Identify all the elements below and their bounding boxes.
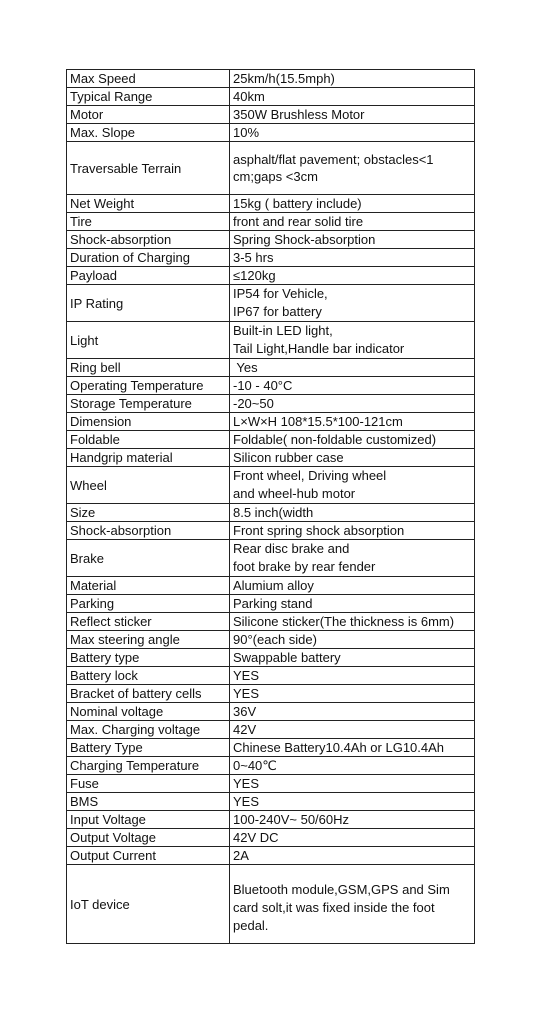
- spec-label: Battery lock: [67, 667, 230, 685]
- table-row: [67, 540, 475, 577]
- spec-value-line: Bluetooth module,GSM,GPS and Sim: [233, 882, 450, 897]
- spec-value: -20~50: [230, 395, 475, 413]
- spec-value: Spring Shock-absorption: [230, 231, 475, 249]
- spec-value-line: Front wheel, Driving wheel: [233, 468, 387, 483]
- spec-label: Traversable Terrain: [67, 142, 230, 195]
- table-row: [67, 106, 475, 124]
- spec-value: front and rear solid tire: [230, 213, 475, 231]
- table-row: [67, 267, 475, 285]
- table-row: [67, 195, 475, 213]
- spec-label: Net Weight: [67, 195, 230, 213]
- spec-label: Handgrip material: [67, 449, 230, 467]
- spec-label: Reflect sticker: [67, 613, 230, 631]
- spec-label: Size: [67, 504, 230, 522]
- table-row: [67, 577, 475, 595]
- spec-value: [230, 322, 475, 359]
- spec-value: Yes: [230, 359, 475, 377]
- spec-label: Max. Charging voltage: [67, 721, 230, 739]
- table-row: [67, 865, 475, 944]
- spec-value: asphalt/flat pavement; obstacles<1 cm;gaps <3cm: [230, 142, 475, 195]
- spec-value: YES: [230, 793, 475, 811]
- table-row: [67, 70, 475, 88]
- spec-value: [230, 865, 475, 944]
- spec-label: Typical Range: [67, 88, 230, 106]
- spec-value-line: card solt,it was fixed inside the foot: [233, 900, 435, 915]
- table-row: [67, 377, 475, 395]
- spec-value: 0~40℃: [230, 757, 475, 775]
- spec-label: Output Current: [67, 847, 230, 865]
- spec-value-line: foot brake by rear fender: [233, 559, 376, 574]
- spec-value: 42V DC: [230, 829, 475, 847]
- spec-value: ≤120kg: [230, 267, 475, 285]
- table-row: [67, 522, 475, 540]
- table-row: [67, 739, 475, 757]
- table-row: [67, 703, 475, 721]
- spec-label: Max steering angle: [67, 631, 230, 649]
- spec-label: Motor: [67, 106, 230, 124]
- spec-label: Ring bell: [67, 359, 230, 377]
- table-row: [67, 829, 475, 847]
- table-row: [67, 449, 475, 467]
- table-row: [67, 88, 475, 106]
- spec-label: Duration of Charging: [67, 249, 230, 267]
- table-row: [67, 685, 475, 703]
- table-row: [67, 249, 475, 267]
- spec-value: 90°(each side): [230, 631, 475, 649]
- table-row: [67, 213, 475, 231]
- spec-value: 25km/h(15.5mph): [230, 70, 475, 88]
- table-row: [67, 322, 475, 359]
- spec-label: Nominal voltage: [67, 703, 230, 721]
- table-row: [67, 413, 475, 431]
- spec-value-line: Built-in LED light,: [233, 323, 333, 338]
- table-row: [67, 359, 475, 377]
- spec-value: 15kg ( battery include): [230, 195, 475, 213]
- spec-value: Front spring shock absorption: [230, 522, 475, 540]
- table-row: [67, 124, 475, 142]
- spec-label: Payload: [67, 267, 230, 285]
- table-row: [67, 431, 475, 449]
- spec-label: Dimension: [67, 413, 230, 431]
- spec-value: YES: [230, 775, 475, 793]
- spec-value-line: Tail Light,Handle bar indicator: [233, 341, 405, 356]
- spec-label: IoT device: [67, 865, 230, 944]
- spec-value: Parking stand: [230, 595, 475, 613]
- spec-label: Max. Slope: [67, 124, 230, 142]
- spec-value: 40km: [230, 88, 475, 106]
- spec-label: BMS: [67, 793, 230, 811]
- spec-value: Silicone sticker(The thickness is 6mm): [230, 613, 475, 631]
- table-row: [67, 649, 475, 667]
- spec-label: Parking: [67, 595, 230, 613]
- spec-value: 10%: [230, 124, 475, 142]
- table-row: [67, 631, 475, 649]
- spec-label: IP Rating: [67, 285, 230, 322]
- table-row: [67, 613, 475, 631]
- table-row: [67, 721, 475, 739]
- spec-label: Shock-absorption: [67, 522, 230, 540]
- spec-value: 8.5 inch(width: [230, 504, 475, 522]
- spec-label: Foldable: [67, 431, 230, 449]
- table-row: [67, 395, 475, 413]
- spec-label: Charging Temperature: [67, 757, 230, 775]
- spec-value-line: pedal.: [233, 918, 269, 933]
- spec-label: Storage Temperature: [67, 395, 230, 413]
- spec-value-line: Rear disc brake and: [233, 541, 350, 556]
- table-row: [67, 811, 475, 829]
- spec-value: YES: [230, 685, 475, 703]
- spec-value: 100-240V~ 50/60Hz: [230, 811, 475, 829]
- table-row: [67, 231, 475, 249]
- table-row: [67, 285, 475, 322]
- spec-value: -10 - 40°C: [230, 377, 475, 395]
- table-row: [67, 793, 475, 811]
- spec-label: Light: [67, 322, 230, 359]
- spec-value: [230, 285, 475, 322]
- spec-label: Operating Temperature: [67, 377, 230, 395]
- table-row: [67, 757, 475, 775]
- spec-label: Tire: [67, 213, 230, 231]
- table-row: [67, 595, 475, 613]
- spec-value: Chinese Battery10.4Ah or LG10.4Ah: [230, 739, 475, 757]
- spec-value: Swappable battery: [230, 649, 475, 667]
- spec-label: Material: [67, 577, 230, 595]
- spec-label: Fuse: [67, 775, 230, 793]
- spec-value: L×W×H 108*15.5*100-121cm: [230, 413, 475, 431]
- table-row: [67, 467, 475, 504]
- table-row: [67, 142, 475, 195]
- table-row: [67, 775, 475, 793]
- spec-label: Wheel: [67, 467, 230, 504]
- spec-value: 36V: [230, 703, 475, 721]
- table-row: [67, 504, 475, 522]
- spec-label: Input Voltage: [67, 811, 230, 829]
- spec-value-line: IP67 for battery: [233, 304, 322, 319]
- spec-label: Bracket of battery cells: [67, 685, 230, 703]
- spec-label: Output Voltage: [67, 829, 230, 847]
- table-row: [67, 667, 475, 685]
- spec-value: [230, 540, 475, 577]
- spec-value-line: and wheel-hub motor: [233, 486, 356, 501]
- spec-value: [230, 467, 475, 504]
- spec-label: Battery type: [67, 649, 230, 667]
- table-row: [67, 847, 475, 865]
- spec-label: Max Speed: [67, 70, 230, 88]
- spec-value: Foldable( non-foldable customized): [230, 431, 475, 449]
- spec-table: [66, 69, 475, 944]
- spec-label: Battery Type: [67, 739, 230, 757]
- spec-value: 350W Brushless Motor: [230, 106, 475, 124]
- spec-label: Brake: [67, 540, 230, 577]
- spec-label: Shock-absorption: [67, 231, 230, 249]
- spec-value: YES: [230, 667, 475, 685]
- spec-value: 3-5 hrs: [230, 249, 475, 267]
- spec-value-line: IP54 for Vehicle,: [233, 286, 328, 301]
- spec-value: Alumium alloy: [230, 577, 475, 595]
- spec-value: 42V: [230, 721, 475, 739]
- spec-value: 2A: [230, 847, 475, 865]
- spec-value: Silicon rubber case: [230, 449, 475, 467]
